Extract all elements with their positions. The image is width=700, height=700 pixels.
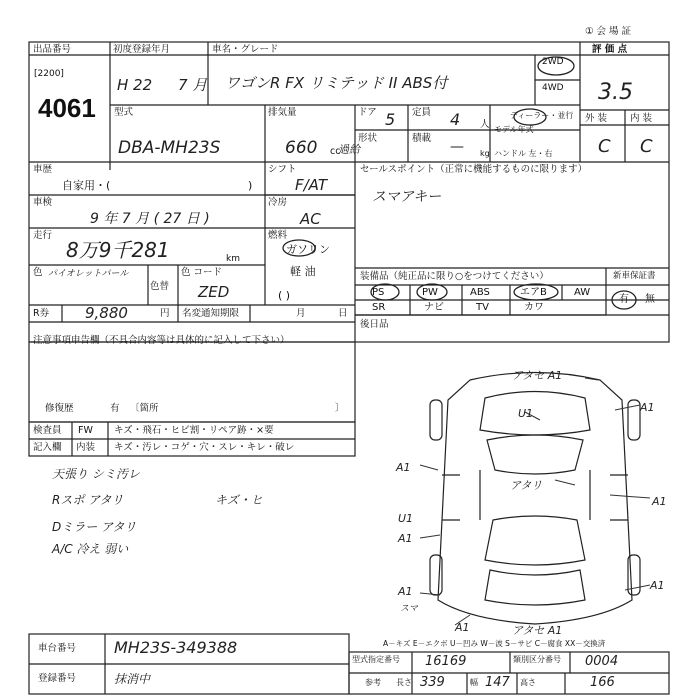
name-change-day: 日 — [338, 308, 348, 319]
interior-value: C — [640, 136, 653, 157]
model-label: 型式 — [114, 107, 134, 118]
mileage-value: 8万9千281 — [66, 238, 170, 262]
reg-label: 登録番号 — [38, 673, 77, 684]
sales-point-label: セールスポイント（正常に機能するものに限ります） — [360, 164, 588, 175]
chassis-value: MH23S-349388 — [114, 638, 238, 657]
recycle-value: 9,880 — [85, 304, 128, 322]
class-label: 類別区分番号 — [513, 655, 561, 664]
lot-label: 出品番号 — [33, 44, 72, 55]
inspection-label: 車検 — [33, 197, 53, 208]
repair-yes: 有 — [110, 403, 120, 414]
length-value: 339 — [420, 675, 445, 690]
note-line-3: キズ・ヒ — [215, 493, 263, 507]
first-reg-month: 7 月 — [178, 76, 208, 94]
doors-value: 5 — [385, 110, 396, 129]
load-label: 積載 — [412, 133, 432, 144]
displacement-unit: cc — [330, 146, 341, 157]
equip-pw: PW — [422, 287, 438, 298]
equip-leather: カワ — [524, 302, 544, 313]
diagram-mark-sma: スマ — [400, 604, 418, 614]
diagram-mark-6: A1 — [398, 532, 413, 545]
diagram-mark-2: U1 — [518, 407, 534, 420]
diagram-mark-4: A1 — [652, 495, 667, 508]
fuel-paren: ( ) — [278, 289, 291, 302]
equip-navi: ナビ — [424, 302, 444, 313]
capacity-label: 定員 — [412, 107, 432, 118]
mileage-unit: km — [226, 254, 240, 264]
load-value: — — [450, 139, 464, 155]
diagram-bottom-note: アタセ A1 — [512, 624, 563, 637]
sales-point-value: スマアキー — [372, 189, 442, 205]
equip-aw: AW — [574, 287, 591, 298]
equip-tv: TV — [476, 302, 489, 313]
width-label: 幅 — [470, 678, 478, 687]
top-right-mark: ① 会 場 証 — [585, 26, 632, 37]
rear-seat-label: 後日品 — [360, 319, 389, 330]
aircon-value: AC — [300, 210, 321, 228]
dealer-label: ディーラー・並行 — [510, 111, 574, 120]
fuel-type-note: 過給 — [338, 143, 360, 156]
notice-label: 注意事項申告欄（不具合内容等は具体的に記入して下さい） — [33, 335, 290, 346]
interior-items: キズ・汚レ・コゲ・穴・スレ・キレ・破レ — [114, 442, 295, 453]
score-value: 3.5 — [598, 80, 633, 105]
damage-legend: A－キズ E－エクボ U－凹み W－波 S－サビ C－腐食 XX－交換済 — [383, 639, 606, 648]
width-value: 147 — [485, 675, 510, 690]
warranty-no: 無 — [645, 294, 655, 305]
drive-4wd: 4WD — [542, 83, 564, 93]
diagram-mark-8: A1 — [650, 579, 665, 592]
color-value: パイオレットパール — [48, 269, 129, 279]
fw-items: キズ・飛石・ヒビ割・リペア跡・×要 — [114, 425, 274, 436]
load-unit: kg — [480, 149, 490, 158]
first-reg-era: H 22 — [117, 76, 153, 94]
name-grade-label: 車名・グレード — [212, 44, 279, 55]
shift-value: F/AT — [295, 176, 328, 194]
displacement-value: 660 — [285, 138, 318, 158]
equip-ps: PS — [372, 287, 385, 298]
note-line-4: Dミラー アタリ — [52, 520, 137, 534]
reg-value: 抹消中 — [114, 672, 151, 686]
fuel-gas: ガソリン — [286, 243, 330, 256]
diagram-mark-5: U1 — [398, 512, 414, 525]
fw-label: FW — [78, 425, 93, 436]
inspector-label: 検査員 — [33, 425, 62, 436]
ref-label: 参考 — [365, 678, 381, 687]
color-no-value: ZED — [198, 283, 230, 301]
doors-label: ドア — [358, 107, 377, 118]
equip-abs: ABS — [470, 287, 490, 298]
shape-label: 形状 — [358, 133, 378, 144]
aircon-label: 冷房 — [268, 197, 288, 208]
name-grade-value: ワゴンR FX リミテッド II ABS付 — [225, 74, 448, 92]
capacity-unit: 人 — [480, 119, 490, 130]
fuel-label: 燃料 — [268, 230, 288, 241]
drive-2wd: 2WD — [542, 57, 564, 67]
first-reg-label: 初度登録年月 — [113, 44, 171, 55]
type-cert-value: 16169 — [425, 654, 467, 669]
type-cert-label: 型式指定番号 — [352, 655, 400, 664]
repair-close: 〕 — [335, 403, 345, 414]
new-car-label: 新車保証書 — [613, 271, 656, 281]
warranty-yes: 有 — [619, 294, 629, 305]
history-close: ) — [248, 179, 253, 192]
height-value: 166 — [590, 675, 615, 690]
model-year-label: モデル年式 — [494, 125, 534, 134]
interior-label: 内 装 — [630, 113, 653, 124]
fuel-light: 軽 油 — [290, 265, 316, 278]
car-diagram — [430, 373, 640, 625]
diagram-mark-9: A1 — [455, 621, 470, 634]
color-label: 色 — [33, 267, 43, 278]
repair-place: 〔箇所 — [130, 403, 159, 414]
chassis-label: 車台番号 — [38, 643, 77, 654]
displacement-label: 排気量 — [268, 107, 297, 118]
score-label: 評 価 点 — [592, 44, 628, 55]
note-line-1: 天張り シミ汚レ — [52, 467, 140, 481]
mileage-label: 走行 — [33, 230, 53, 241]
inspection-value: 9 年 7 月 ( 27 日 ) — [90, 211, 210, 227]
diagram-top-note: アタセ A1 — [512, 369, 563, 382]
recycle-label: R券 — [33, 308, 50, 319]
exterior-value: C — [598, 136, 611, 157]
entry-label: 記入欄 — [33, 442, 62, 453]
shift-label: シフト — [268, 164, 297, 175]
note-line-5: A/C 冷え 弱い — [52, 542, 129, 556]
name-change-month: 月 — [296, 308, 306, 319]
lot-prefix: [2200] — [34, 69, 64, 79]
equip-airbag: エアB — [520, 287, 547, 298]
history-label: 車歴 — [33, 164, 53, 175]
handle-label: ハンドル 左・右 — [494, 149, 553, 158]
capacity-value: 4 — [450, 110, 461, 129]
class-value: 0004 — [585, 654, 619, 669]
recycle-unit: 円 — [160, 308, 170, 319]
name-change-label: 名変通知期限 — [182, 308, 240, 319]
lot-number: 4061 — [38, 93, 96, 123]
diagram-mark-airbag: アタリ — [510, 479, 543, 492]
note-line-2: Rスポ アタリ — [52, 493, 124, 507]
exterior-label: 外 装 — [585, 113, 608, 124]
diagram-mark-1: A1 — [640, 401, 655, 414]
history-value: 自家用・( — [62, 179, 111, 192]
model-value: DBA-MH23S — [118, 138, 221, 158]
color-no-label: 色 コード — [181, 267, 223, 278]
color-code-label: 色替 — [150, 281, 170, 292]
interior-entry-label: 内装 — [76, 442, 96, 453]
diagram-mark-7: A1 — [398, 585, 413, 598]
equip-sr: SR — [372, 302, 386, 313]
repair-label: 修復歴 — [45, 403, 74, 414]
diagram-mark-3: A1 — [396, 461, 411, 474]
length-label: 長さ — [396, 678, 412, 687]
height-label: 高さ — [520, 678, 536, 687]
equipment-label: 装備品（純正品に限り○をつけてください） — [360, 271, 549, 282]
